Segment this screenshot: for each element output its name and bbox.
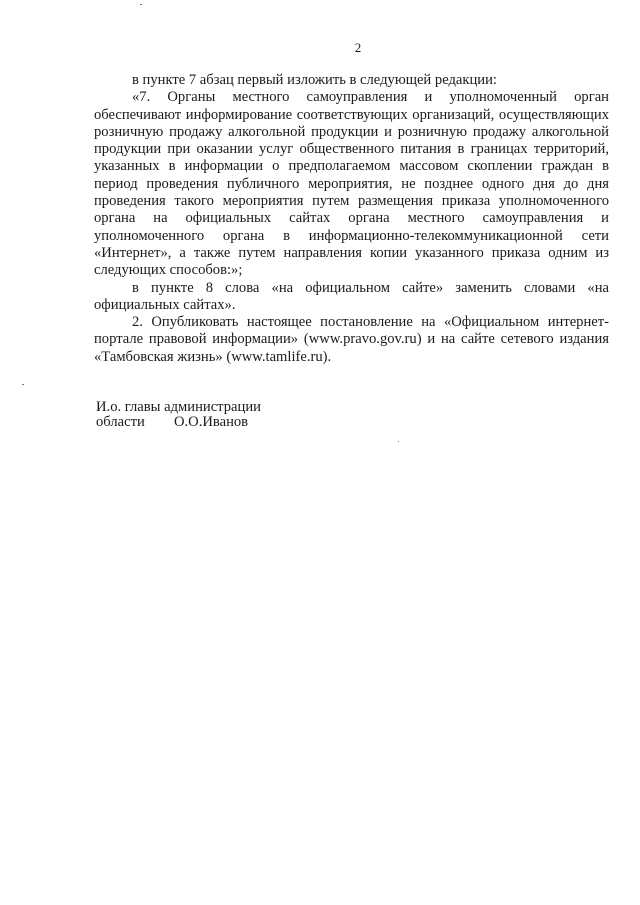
amendment-point-7-text: «7. Органы местного самоуправления и уполномоченный орган обеспечивают информирование соответствующих организаций, осуществляющих розничную продажу алкогольной продукции и розничную продажу алкогольной продукции при оказании услуг общественного питания в границах территорий, указанных в информации о предполагаемом массовом скоплении граждан в период проведения публичного мероприятия, не позднее одного дня до дня проведения такого мероприятия путем размещения приказа уполномоченного органа на официальных сайтах органа местного самоуправления и уполномоченного органа в информационно-телекоммуникационной сети «Интернет», а также путем направления копии указанного приказа одним из следующих способов:»;	[94, 89, 609, 279]
signer-region: области	[96, 414, 145, 430]
amendment-point-7-intro: в пункте 7 абзац первый изложить в следующей редакции:	[132, 72, 497, 88]
scan-speck	[22, 384, 24, 385]
document-body	[94, 72, 609, 366]
scan-speck	[398, 441, 399, 442]
publication-clause: 2. Опубликовать настоящее постановление на «Официальном интернет-портале правовой информации» (www.pravo.gov.ru) и на сайте сетевого издания «Тамбовская жизнь» (www.tamlife.ru).	[94, 314, 609, 365]
signer-line	[96, 415, 261, 430]
signer-name: О.О.Иванов	[173, 414, 249, 430]
signature-block	[96, 400, 261, 430]
page-number: 2	[354, 40, 362, 55]
signer-position: И.о. главы администрации	[96, 399, 261, 415]
amendment-point-8: в пункте 8 слова «на официальном сайте» заменить словами «на официальных сайтах».	[94, 279, 609, 313]
scan-speck	[140, 4, 142, 5]
